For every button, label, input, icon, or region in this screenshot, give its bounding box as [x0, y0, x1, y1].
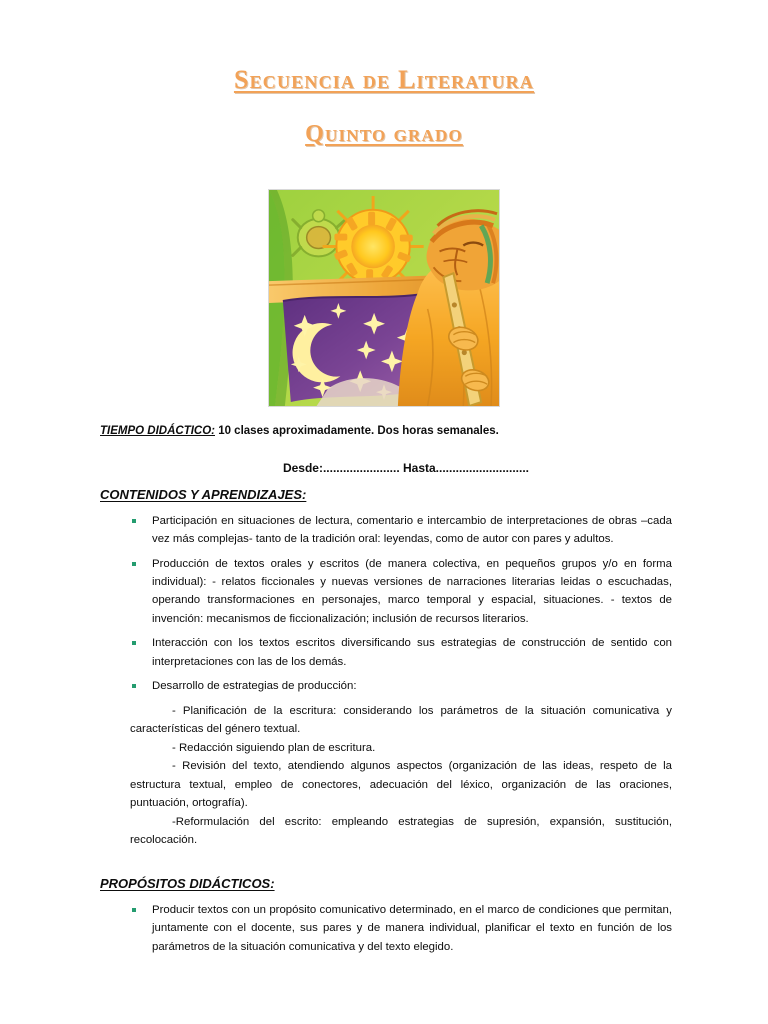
contenidos-sub-paragraphs [100, 702, 672, 850]
list-item: Producir textos con un propósito comunicativo determinado, en el marco de condiciones que permitan, juntamente con el docente, sus pares y de manera individual, planificar el texto en función de los parámetros de la situación comunicativa y del texto elegido. [130, 901, 672, 956]
illustration-svg [269, 190, 499, 406]
propositos-bullet-list [100, 901, 672, 956]
page-title-secondary: Quinto grado [305, 120, 463, 147]
sub-paragraph: - Planificación de la escritura: considerando los parámetros de la situación comunicativa y características del género textual. [130, 704, 672, 736]
section-contenidos [100, 487, 672, 850]
andean-flute-player-image [268, 189, 500, 407]
list-item: Desarrollo de estrategias de producción: [130, 677, 672, 695]
sub-paragraph: - Revisión del texto, atendiendo algunos aspectos (organización de las ideas, respeto de la estructura textual, empleo de conectores, adecuación del léxico, organización de las oraciones, puntuación, ortografía). [130, 760, 672, 810]
list-item: Producción de textos orales y escritos (de manera colectiva, en pequeños grupos y/o en forma individual): - relatos ficcionales y nuevas versiones de narraciones literarias leidas o escuchadas, operando transformaciones en personajes, marco temporal y espacial, situaciones. - textos de invención: mecanismos de ficcionalización; inclusión de recursos literarios. [130, 555, 672, 629]
list-item: Interacción con los textos escritos diversificando sus estrategias de construcción de sentido con interpretaciones con las de los demás. [130, 634, 672, 671]
tiempo-didactico-line [100, 423, 672, 439]
document-content [0, 423, 768, 956]
sub-paragraph: -Reformulación del escrito: empleando estrategias de supresión, expansión, sustitución, recolocación. [130, 815, 672, 847]
sub-paragraph: - Redacción siguiendo plan de escritura. [172, 741, 376, 754]
section-heading-contenidos: CONTENIDOS Y APRENDIZAJES: [100, 486, 307, 502]
tiempo-didactico-label: TIEMPO DIDÁCTICO: [100, 424, 215, 437]
section-heading-propositos: PROPÓSITOS DIDÁCTICOS: [100, 875, 275, 891]
tiempo-didactico-value: 10 clases aproximadamente. Dos horas semanales. [215, 424, 499, 437]
contenidos-bullet-list [100, 512, 672, 696]
illustration-container [268, 189, 500, 407]
section-propositos [100, 876, 672, 956]
list-item: Participación en situaciones de lectura, comentario e intercambio de interpretaciones de obras –cada vez más complejas- tanto de la tradición oral: leyendas, como de autor con pares y adultos. [130, 512, 672, 549]
desde-hasta-line: Desde:....................... Hasta............................ [282, 460, 530, 475]
page-title-primary: Secuencia de Literatura [233, 65, 535, 94]
title-block [0, 0, 768, 149]
